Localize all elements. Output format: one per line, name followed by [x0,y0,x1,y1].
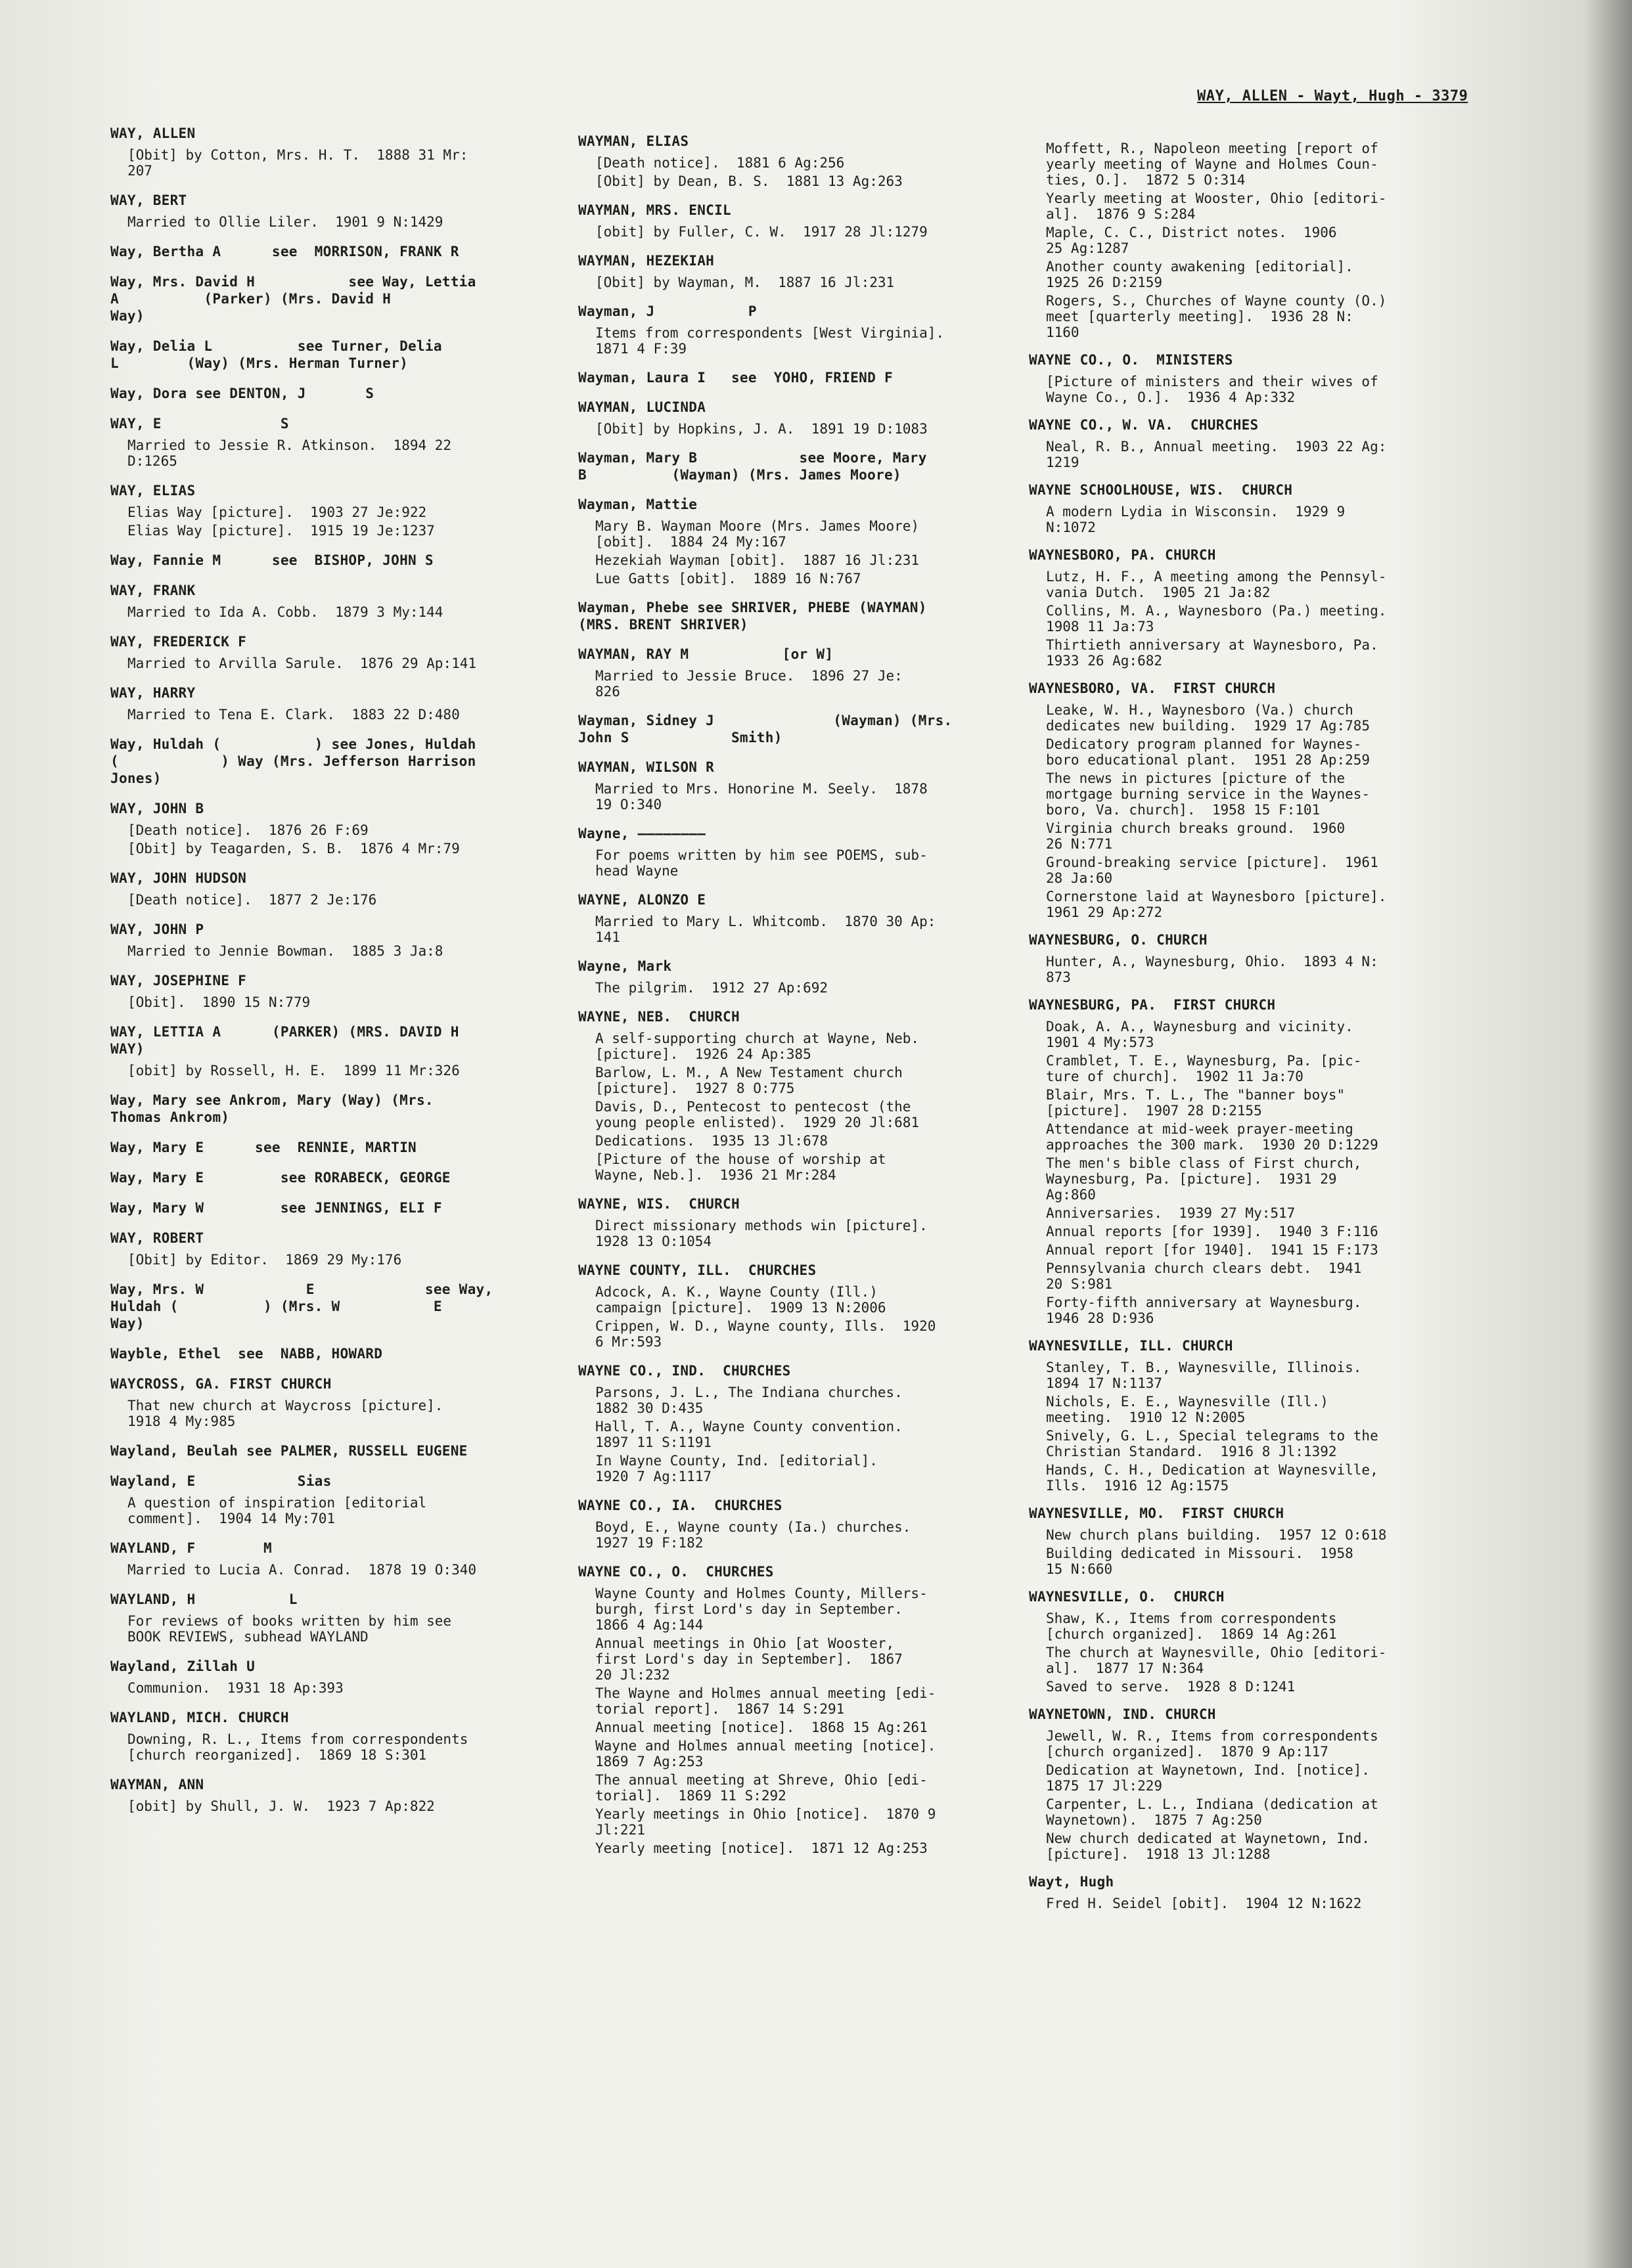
entry-citation: Annual meetings in Ohio [at Wooster, first Lord's day in September]. 1867 20 Jl:232 [595,1635,903,1683]
entry-citation: Married to Mrs. Honorine M. Seely. 1878 19 O:340 [595,781,928,812]
entry-citation: Attendance at mid-week prayer-meeting approaches the 300 mark. 1930 20 D:1229 [1046,1121,1378,1153]
entry-heading: WAY, LETTIA A (PARKER) (MRS. DAVID H WAY) [110,1024,459,1057]
entry-heading: WAYNE, WIS. CHURCH [578,1196,740,1212]
index-column-3 [1029,135,1515,1923]
entry-heading: Way, Mary see Ankrom, Mary (Way) (Mrs. Thomas Ankrom) [110,1092,434,1125]
entry-heading: Way, Fannie M see BISHOP, JOHN S [110,552,434,568]
index-entry [110,1658,597,1696]
index-entry [578,303,1064,357]
entry-heading: WAYNESBORO, PA. CHURCH [1029,547,1216,563]
entry-heading: Way, Dora see DENTON, J S [110,386,374,401]
entry-heading: Wayland, Beulah see PALMER, RUSSELL EUGENE [110,1443,468,1459]
entry-heading: Wayble, Ethel see NABB, HOWARD [110,1346,383,1362]
entry-heading: Way, Bertha A see MORRISON, FRANK R [110,244,459,259]
entry-citation: The men's bible class of First church, Waynesburg, Pa. [picture]. 1931 29 Ag:860 [1046,1155,1362,1203]
entry-citation: Annual report [for 1940]. 1941 15 F:173 [1046,1242,1378,1258]
entry-citation: In Wayne County, Ind. [editorial]. 1920 7 Ag:1117 [595,1453,878,1484]
index-column-1 [110,125,597,1827]
entry-citation: Shaw, K., Items from correspondents [church organized]. 1869 14 Ag:261 [1046,1611,1337,1642]
entry-heading: WAYNE COUNTY, ILL. CHURCHES [578,1262,817,1278]
entry-heading: WAYNE CO., IA. CHURCHES [578,1498,782,1513]
index-entry [1029,1337,1515,1494]
index-entry [110,1139,597,1156]
index-entry [578,133,1064,189]
entry-citation: [Obit] by Cotton, Mrs. H. T. 1888 31 Mr: 207 [127,147,468,179]
entry-citation: For reviews of books written by him see BOOK REVIEWS, subhead WAYLAND [127,1613,452,1645]
index-entry [110,552,597,569]
entry-heading: Wayman, Mattie [578,497,698,512]
index-entry [110,972,597,1010]
index-entry [110,1199,597,1216]
entry-heading: Way, Mrs. W E see Way, Huldah ( ) (Mrs. W E Way) [110,1281,493,1331]
entry-citation: Building dedicated in Missouri. 1958 15 N:660 [1046,1545,1353,1577]
index-entry [578,202,1064,240]
entry-citation: Hunter, A., Waynesburg, Ohio. 1893 4 N: 873 [1046,954,1378,985]
index-entry [110,921,597,959]
index-entry [110,192,597,230]
index-entry [110,800,597,856]
index-entry [1029,996,1515,1326]
entry-citation: Yearly meetings in Ohio [notice]. 1870 9 Jl:221 [595,1806,936,1838]
entry-heading: WAYNE SCHOOLHOUSE, WIS. CHURCH [1029,482,1293,498]
entry-citation: Married to Jessie Bruce. 1896 27 Je: 826 [595,668,903,700]
entry-heading: Way, Mary E see RORABECK, GEORGE [110,1170,451,1186]
index-entry [578,496,1064,587]
index-entry [578,449,1064,483]
entry-heading: WAYCROSS, GA. FIRST CHURCH [110,1376,332,1392]
entry-heading: Wayman, Mary B see Moore, Mary B (Wayman) (Mrs. James Moore) [578,450,927,483]
entry-citation: Elias Way [picture]. 1915 19 Je:1237 [127,523,435,539]
entry-citation: [Obit] by Teagarden, S. B. 1876 4 Mr:79 [127,841,460,856]
entry-citation: Married to Jessie R. Atkinson. 1894 22 D:1265 [127,437,452,469]
entry-citation: Hezekiah Wayman [obit]. 1887 16 Jl:231 [595,552,920,568]
index-entry [110,1442,597,1459]
entry-citation: Items from correspondents [West Virginia]. 1871 4 F:39 [595,325,945,357]
entry-citation: Rogers, S., Churches of Wayne county (O.) meet [quarterly meeting]. 1936 28 N: 1160 [1046,293,1387,340]
entry-heading: WAYNE CO., O. MINISTERS [1029,352,1233,368]
index-entry [110,1023,597,1078]
index-entry [110,1169,597,1186]
index-entry [110,1473,597,1526]
entry-heading: WAYNE, NEB. CHURCH [578,1009,740,1025]
entry-citation: A self-supporting church at Wayne, Neb. [picture]. 1926 24 Ap:385 [595,1031,920,1062]
index-entry [1029,1706,1515,1862]
entry-heading: WAYMAN, WILSON R [578,759,715,775]
index-entry [1029,416,1515,470]
entry-citation: Maple, C. C., District notes. 1906 25 Ag:1287 [1046,225,1337,256]
entry-heading: WAY, JOHN HUDSON [110,870,247,886]
entry-citation: Virginia church breaks ground. 1960 26 N:771 [1046,820,1346,852]
entry-heading: WAYNE CO., IND. CHURCHES [578,1363,791,1379]
index-entry [578,1362,1064,1484]
entry-heading: WAYNESVILLE, ILL. CHURCH [1029,1338,1233,1354]
entry-citation: Hall, T. A., Wayne County convention. 1897 11 S:1191 [595,1419,903,1450]
entry-heading: Wayne, ———————— [578,826,706,841]
entry-citation: Hands, C. H., Dedication at Waynesville, Ills. 1916 12 Ag:1575 [1046,1462,1378,1494]
entry-citation: The annual meeting at Shreve, Ohio [edi- torial]. 1869 11 S:292 [595,1772,928,1804]
entry-citation: [obit] by Rossell, H. E. 1899 11 Mr:326 [127,1063,460,1078]
entry-citation: Wayne County and Holmes County, Millers- burgh, first Lord's day in September. 1866 4 Ag:144 [595,1586,928,1633]
entry-heading: WAYMAN, MRS. ENCIL [578,202,731,218]
entry-heading: WAYMAN, ELIAS [578,133,689,149]
entry-heading: WAYMAN, ANN [110,1777,204,1792]
page-header: WAY, ALLEN - Wayt, Hugh - 3379 [1197,88,1468,104]
index-entry [1029,351,1515,405]
index-entry [110,385,597,402]
entry-citation: New church dedicated at Waynetown, Ind. [picture]. 1918 13 Jl:1288 [1046,1831,1371,1862]
entry-citation: Downing, R. L., Items from correspondents [church reorganized]. 1869 18 S:301 [127,1731,468,1763]
index-entry [110,482,597,539]
entry-citation: Leake, W. H., Waynesboro (Va.) church dedicates new building. 1929 17 Ag:785 [1046,702,1371,734]
index-entry [578,958,1064,996]
entry-citation: [Obit]. 1890 15 N:779 [127,994,311,1010]
index-column-2 [578,133,1064,1869]
index-entry [110,633,597,671]
entry-citation: Dedicatory program planned for Waynes- boro educational plant. 1951 28 Ap:259 [1046,736,1371,768]
index-entry [110,684,597,723]
entry-citation: Pennsylvania church clears debt. 1941 20 S:981 [1046,1260,1362,1292]
index-entry [578,1195,1064,1249]
index-entry [110,415,597,469]
index-entry [578,252,1064,290]
index-entry [578,1008,1064,1183]
entry-citation: Married to Arvilla Sarule. 1876 29 Ap:141 [127,656,477,671]
entry-citation: Elias Way [picture]. 1903 27 Je:922 [127,504,427,520]
entry-citation: New church plans building. 1957 12 O:618 [1046,1527,1387,1543]
entry-citation: [Obit] by Editor. 1869 29 My:176 [127,1252,402,1268]
entry-heading: Wayman, Sidney J (Wayman) (Mrs. John S Smith) [578,713,953,745]
index-entry [110,582,597,620]
entry-heading: WAY, FRANK [110,583,196,598]
entry-citation: Neal, R. B., Annual meeting. 1903 22 Ag: 1219 [1046,439,1387,470]
entry-citation: Another county awakening [editorial]. 1925 26 D:2159 [1046,259,1353,290]
entry-citation: Crippen, W. D., Wayne county, Ills. 1920 6 Mr:593 [595,1318,936,1350]
entry-citation: Dedications. 1935 13 Jl:678 [595,1133,828,1149]
entry-citation: [Obit] by Dean, B. S. 1881 13 Ag:263 [595,173,903,189]
index-entry [578,1262,1064,1350]
entry-citation: Dedication at Waynetown, Ind. [notice]. 1875 17 Jl:229 [1046,1762,1371,1794]
entry-citation: Blair, Mrs. T. L., The "banner boys" [picture]. 1907 28 D:2155 [1046,1087,1346,1119]
entry-citation: Married to Ollie Liler. 1901 9 N:1429 [127,214,443,230]
entry-heading: WAYLAND, F M [110,1540,272,1556]
entry-citation: Forty-fifth anniversary at Waynesburg. 1946 28 D:936 [1046,1295,1362,1326]
entry-citation: [Obit] by Wayman, M. 1887 16 Jl:231 [595,275,895,290]
entry-heading: WAYNESBURG, PA. FIRST CHURCH [1029,997,1276,1013]
entry-heading: WAY, ROBERT [110,1230,204,1246]
index-entry [110,1776,597,1814]
entry-heading: WAYNE, ALONZO E [578,892,706,908]
index-entry [110,125,597,179]
entry-citation: Mary B. Wayman Moore (Mrs. James Moore) [obit]. 1884 24 My:167 [595,518,920,550]
index-entry [578,599,1064,633]
entry-citation: That new church at Waycross [picture]. 1918 4 My:985 [127,1398,443,1429]
entry-citation: The pilgrim. 1912 27 Ap:692 [595,980,828,996]
entry-citation: The news in pictures [picture of the mortgage burning service in the Waynes- boro, Va. church]. 1958 15 F:101 [1046,770,1371,818]
entry-citation: Barlow, L. M., A New Testament church [picture]. 1927 8 O:775 [595,1065,903,1096]
entry-heading: WAYNESVILLE, MO. FIRST CHURCH [1029,1505,1284,1521]
entry-heading: WAYNETOWN, IND. CHURCH [1029,1706,1216,1722]
index-entry [110,1591,597,1645]
index-entry [1029,141,1515,340]
entry-heading: Way, Delia L see Turner, Delia L (Way) (Mrs. Herman Turner) [110,338,442,371]
entry-citation: Cramblet, T. E., Waynesburg, Pa. [pic- ture of church]. 1902 11 Ja:70 [1046,1053,1362,1084]
entry-citation: Thirtieth anniversary at Waynesboro, Pa. 1933 26 Ag:682 [1046,637,1378,669]
entry-citation: The Wayne and Holmes annual meeting [edi- torial report]. 1867 14 S:291 [595,1685,936,1717]
entry-heading: WAY, JOSEPHINE F [110,973,247,989]
index-entry [110,1230,597,1268]
entry-citation: [Death notice]. 1877 2 Je:176 [127,892,377,908]
entry-citation: [Picture of the house of worship at Wayne, Neb.]. 1936 21 Mr:284 [595,1151,886,1183]
entry-citation: Doak, A. A., Waynesburg and vicinity. 1901 4 My:573 [1046,1019,1353,1050]
entry-citation: Carpenter, L. L., Indiana (dedication at Waynetown). 1875 7 Ag:250 [1046,1796,1378,1828]
index-entry [110,1540,597,1578]
entry-heading: WAY, HARRY [110,685,196,701]
entry-heading: Wayman, J P [578,303,757,319]
index-entry [1029,1505,1515,1577]
index-entry [110,870,597,908]
entry-citation: Communion. 1931 18 Ap:393 [127,1680,344,1696]
entry-heading: Way, Mary E see RENNIE, MARTIN [110,1140,417,1155]
entry-heading: WAY, JOHN B [110,801,204,816]
entry-citation: [Obit] by Hopkins, J. A. 1891 19 D:1083 [595,421,928,437]
index-entry [1029,481,1515,535]
entry-heading: Wayland, E Sias [110,1473,332,1489]
entry-citation: Married to Mary L. Whitcomb. 1870 30 Ap: 141 [595,914,936,945]
entry-heading: WAYMAN, RAY M [or W] [578,646,834,662]
index-entry [578,646,1064,700]
index-entry [1029,680,1515,920]
entry-citation: Married to Jennie Bowman. 1885 3 Ja:8 [127,943,443,959]
index-entry [110,1709,597,1763]
entry-citation: Boyd, E., Wayne county (Ia.) churches. 1927 19 F:182 [595,1519,911,1551]
index-entry [578,1563,1064,1856]
entry-citation: Lue Gatts [obit]. 1889 16 N:767 [595,571,861,587]
entry-heading: Wayne, Mark [578,958,672,974]
entry-citation: For poems written by him see POEMS, sub- head Wayne [595,847,928,879]
entry-citation: [obit] by Fuller, C. W. 1917 28 Jl:1279 [595,224,928,240]
index-entry [1029,1588,1515,1695]
index-entry [110,338,597,372]
entry-heading: WAY, ALLEN [110,125,196,141]
entry-citation: Annual meeting [notice]. 1868 15 Ag:261 [595,1720,928,1735]
entry-citation: Stanley, T. B., Waynesville, Illinois. 1894 17 N:1137 [1046,1360,1362,1391]
entry-heading: Wayt, Hugh [1029,1874,1114,1890]
entry-citation: Wayne and Holmes annual meeting [notice]. 1869 7 Ag:253 [595,1738,936,1769]
index-entry [110,1092,597,1126]
entry-heading: WAYNE CO., O. CHURCHES [578,1564,774,1580]
entry-citation: A question of inspiration [editorial comment]. 1904 14 My:701 [127,1495,427,1526]
index-entry [578,1497,1064,1551]
index-entry [1029,931,1515,985]
entry-citation: Married to Lucia A. Conrad. 1878 19 O:340 [127,1562,477,1578]
entry-citation: Cornerstone laid at Waynesboro [picture]. 1961 29 Ap:272 [1046,889,1387,920]
entry-citation: Fred H. Seidel [obit]. 1904 12 N:1622 [1046,1896,1362,1911]
index-entry [110,1281,597,1332]
entry-citation: [Death notice]. 1876 26 F:69 [127,822,369,838]
index-entry [578,825,1064,879]
entry-citation: Jewell, W. R., Items from correspondents [church organized]. 1870 9 Ap:117 [1046,1728,1378,1760]
entry-heading: Way, Mary W see JENNINGS, ELI F [110,1200,442,1216]
entry-heading: WAYMAN, LUCINDA [578,399,706,415]
entry-citation: A modern Lydia in Wisconsin. 1929 9 N:1072 [1046,504,1346,535]
index-entry [110,1345,597,1362]
entry-heading: Way, Huldah ( ) see Jones, Huldah ( ) Way (Mrs. Jefferson Harrison Jones) [110,736,476,786]
entry-heading: WAYNESVILLE, O. CHURCH [1029,1589,1225,1605]
entry-citation: Lutz, H. F., A meeting among the Pennsyl- vania Dutch. 1905 21 Ja:82 [1046,569,1387,600]
index-entry [110,736,597,787]
entry-heading: WAYNE CO., W. VA. CHURCHES [1029,417,1259,433]
entry-citation: Anniversaries. 1939 27 My:517 [1046,1205,1296,1221]
entry-heading: Way, Mrs. David H see Way, Lettia A (Parker) (Mrs. David H Way) [110,274,476,324]
entry-citation: Nichols, E. E., Waynesville (Ill.) meeting. 1910 12 N:2005 [1046,1394,1328,1425]
entry-citation: Yearly meeting [notice]. 1871 12 Ag:253 [595,1840,928,1856]
entry-citation: Direct missionary methods win [picture]. 1928 13 O:1054 [595,1218,928,1249]
entry-heading: WAY, E S [110,416,289,432]
entry-heading: Wayland, Zillah U [110,1658,256,1674]
index-entry [110,273,597,324]
entry-citation: Adcock, A. K., Wayne County (Ill.) campaign [picture]. 1909 13 N:2006 [595,1284,886,1316]
entry-citation: Moffett, R., Napoleon meeting [report of yearly meeting of Wayne and Holmes Coun- ties, O.]. 1872 5 O:314 [1046,141,1378,188]
entry-heading: WAY, BERT [110,192,187,208]
entry-citation: Collins, M. A., Waynesboro (Pa.) meeting. 1908 11 Ja:73 [1046,603,1387,634]
index-entry [578,369,1064,386]
entry-citation: Saved to serve. 1928 8 D:1241 [1046,1679,1296,1695]
entry-heading: WAYLAND, H L [110,1591,298,1607]
entry-heading: WAYNESBURG, O. CHURCH [1029,932,1208,948]
entry-heading: WAYNESBORO, VA. FIRST CHURCH [1029,680,1276,696]
entry-citation: [obit] by Shull, J. W. 1923 7 Ap:822 [127,1798,435,1814]
entry-heading: WAYMAN, HEZEKIAH [578,253,715,269]
entry-citation: [Death notice]. 1881 6 Ag:256 [595,155,845,171]
entry-heading: WAY, FREDERICK F [110,634,247,650]
entry-citation: The church at Waynesville, Ohio [editori- al]. 1877 17 N:364 [1046,1645,1387,1676]
entry-citation: Married to Tena E. Clark. 1883 22 D:480 [127,707,460,723]
index-entry [110,243,597,260]
index-entry [1029,1873,1515,1911]
index-entry [1029,546,1515,669]
entry-heading: WAYLAND, MICH. CHURCH [110,1710,289,1725]
entry-citation: Yearly meeting at Wooster, Ohio [editori- al]. 1876 9 S:284 [1046,190,1387,222]
entry-citation: Davis, D., Pentecost to pentecost (the young people enlisted). 1929 20 Jl:681 [595,1099,920,1130]
entry-heading: WAY, JOHN P [110,922,204,937]
index-entry [578,712,1064,746]
entry-citation: Annual reports [for 1939]. 1940 3 F:116 [1046,1224,1378,1239]
entry-citation: [Picture of ministers and their wives of Wayne Co., O.]. 1936 4 Ap:332 [1046,374,1378,405]
entry-heading: WAY, ELIAS [110,483,196,499]
entry-heading: Wayman, Laura I see YOHO, FRIEND F [578,370,893,386]
entry-citation: Snively, G. L., Special telegrams to the Christian Standard. 1916 8 Jl:1392 [1046,1428,1378,1459]
index-entry [110,1375,597,1429]
entry-citation: Ground-breaking service [picture]. 1961 28 Ja:60 [1046,855,1378,886]
index-entry [578,759,1064,812]
entry-citation: Married to Ida A. Cobb. 1879 3 My:144 [127,604,443,620]
entry-heading: Wayman, Phebe see SHRIVER, PHEBE (WAYMAN) (MRS. BRENT SHRIVER) [578,600,927,633]
index-entry [578,399,1064,437]
entry-citation: Parsons, J. L., The Indiana churches. 1882 30 D:435 [595,1385,903,1416]
index-entry [578,891,1064,945]
